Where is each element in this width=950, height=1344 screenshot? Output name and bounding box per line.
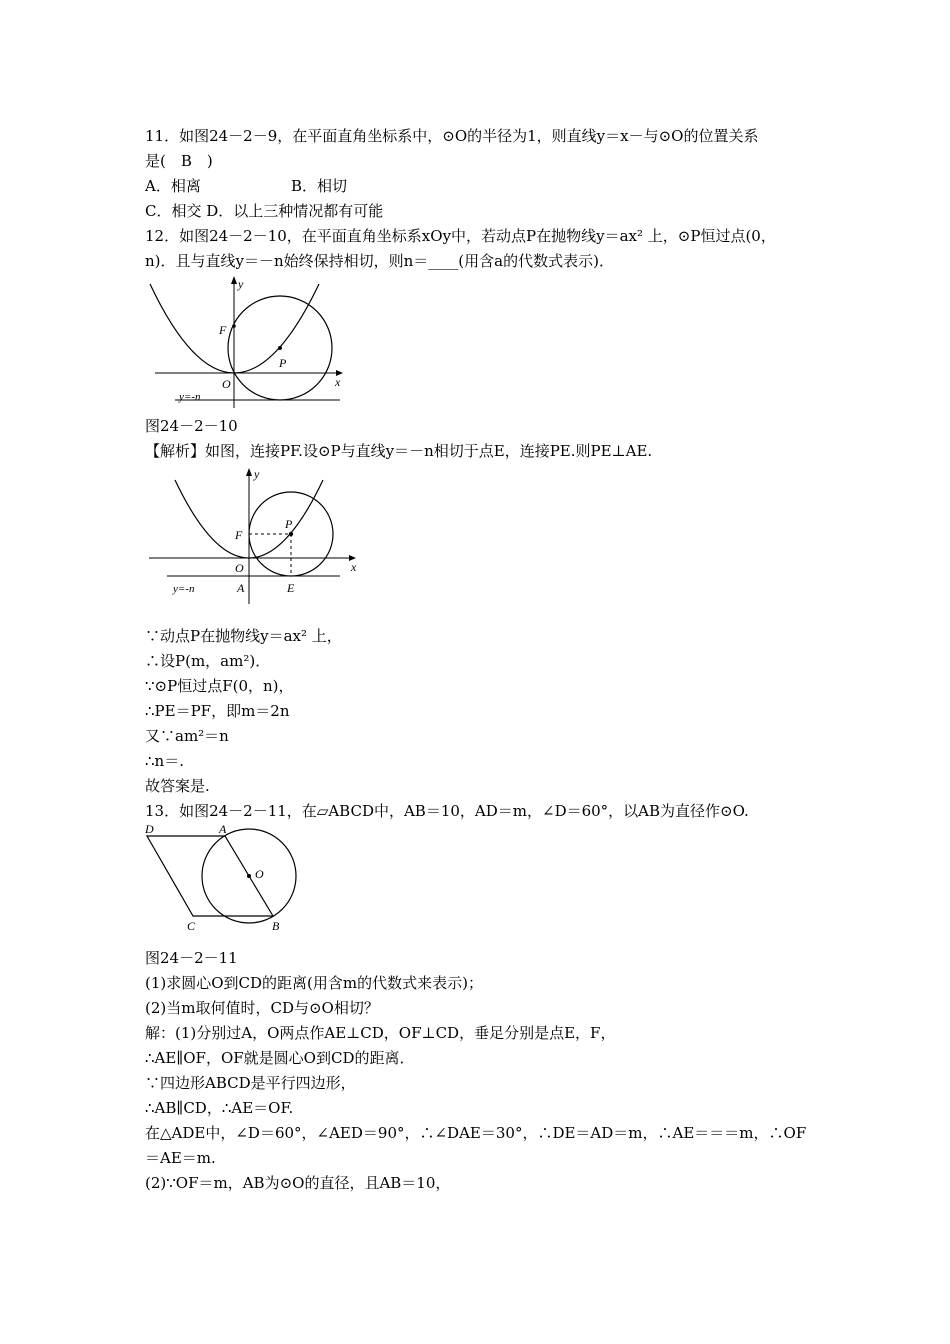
q12-step-6: ∴n＝. (145, 752, 184, 770)
q11-option-a: A．相离 (145, 177, 201, 195)
q13-line-6: ∵四边形ABCD是平行四边形， (145, 1074, 356, 1092)
q12-step-2: ∴设P(m，am²)． (145, 652, 271, 670)
label-e: E (287, 581, 295, 595)
y-axis-arrow (231, 276, 237, 284)
q12-step-4: ∴PE＝PF，即m＝2n (145, 702, 290, 720)
q13-line-4: 解：(1)分别过A，O两点作AE⊥CD，OF⊥CD，垂足分别是点E，F， (145, 1024, 616, 1042)
label-p: P (285, 517, 293, 531)
q13-line-8: 在△ADE中，∠D＝60°，∠AED＝90°，∴∠DAE＝30°，∴DE＝AD＝m，∴AE＝＝＝m，∴OF (145, 1124, 807, 1142)
label-x: x (351, 560, 357, 574)
q12-line-1: 12．如图24－2－10，在平面直角坐标系xOy中，若动点P在抛物线y＝ax² 上，⊙P恒过点(0， (145, 227, 776, 245)
label-y: y (254, 467, 260, 481)
center-o-dot (247, 874, 251, 878)
analysis-tag: 【解析】 (145, 442, 206, 460)
q13-line-10: (2)∵OF＝m，AB为⊙O的直径，且AB＝10， (145, 1174, 451, 1192)
label-x: x (335, 375, 341, 389)
q13-line-1: 13．如图24－2－11，在▱ABCD中，AB＝10，AD＝m，∠D＝60°，以AB为直径作⊙O. (145, 802, 749, 820)
label-b: B (272, 919, 280, 933)
q13-line-5: ∴AE∥OF，OF就是圆心O到CD的距离． (145, 1049, 415, 1067)
label-y: y (238, 277, 244, 291)
y-axis-arrow (246, 468, 252, 476)
label-o: O (255, 867, 264, 881)
q12-step-1: ∵动点P在抛物线y＝ax² 上， (145, 627, 342, 645)
document-content (145, 124, 810, 1196)
figure-24-2-10 (145, 274, 355, 414)
label-o: O (222, 377, 231, 391)
point-p-dot (278, 346, 282, 350)
label-d: D (145, 824, 154, 836)
label-f: F (219, 323, 227, 337)
q11-line-1: 11．如图24－2－9，在平面直角坐标系中，⊙O的半径为1，则直线y＝x－与⊙O的位置关系 (145, 127, 759, 145)
label-c: C (187, 919, 196, 933)
q13-line-2: (1)求圆心O到CD的距离(用含m的代数式来表示)； (145, 974, 483, 992)
q11-option-b: B．相切 (291, 177, 348, 195)
point-p-dot (289, 532, 293, 536)
point-f-dot (232, 324, 236, 328)
q12-step-5: 又∵am²＝n (145, 727, 229, 745)
q12-analysis (145, 439, 810, 464)
label-a: A (219, 824, 227, 836)
figure-analysis (145, 464, 375, 624)
analysis-text: 如图，连接PF.设⊙P与直线y＝－n相切于点E，连接PE.则PE⊥AE. (205, 442, 653, 460)
label-line: y=-n (173, 583, 195, 595)
label-p: P (279, 356, 287, 370)
q12-step-3: ∵⊙P恒过点F(0，n)， (145, 677, 294, 695)
q12-figure-caption: 图24－2－10 (145, 417, 238, 435)
q13-line-9: ＝AE＝m. (145, 1149, 216, 1167)
q13-line-7: ∴AB∥CD，∴AE＝OF. (145, 1099, 294, 1117)
label-o: O (235, 561, 244, 575)
q11-options-cd: C．相交 D．以上三种情况都有可能 (145, 202, 384, 220)
q11-options-ab (145, 174, 810, 199)
label-f: F (235, 528, 243, 542)
q13-figure-caption: 图24－2－11 (145, 949, 238, 967)
q12-line-2: n)．且与直线y＝－n始终保持相切，则n＝____(用含a的代数式表示)． (145, 252, 614, 270)
q11-line-2: 是( B ) (145, 152, 213, 170)
q12-step-7: 故答案是. (145, 777, 210, 795)
label-a: A (237, 581, 245, 595)
q13-line-3: (2)当m取何值时，CD与⊙O相切？ (145, 999, 379, 1017)
label-line: y=-n (179, 391, 201, 403)
figure-24-2-11 (145, 824, 325, 946)
